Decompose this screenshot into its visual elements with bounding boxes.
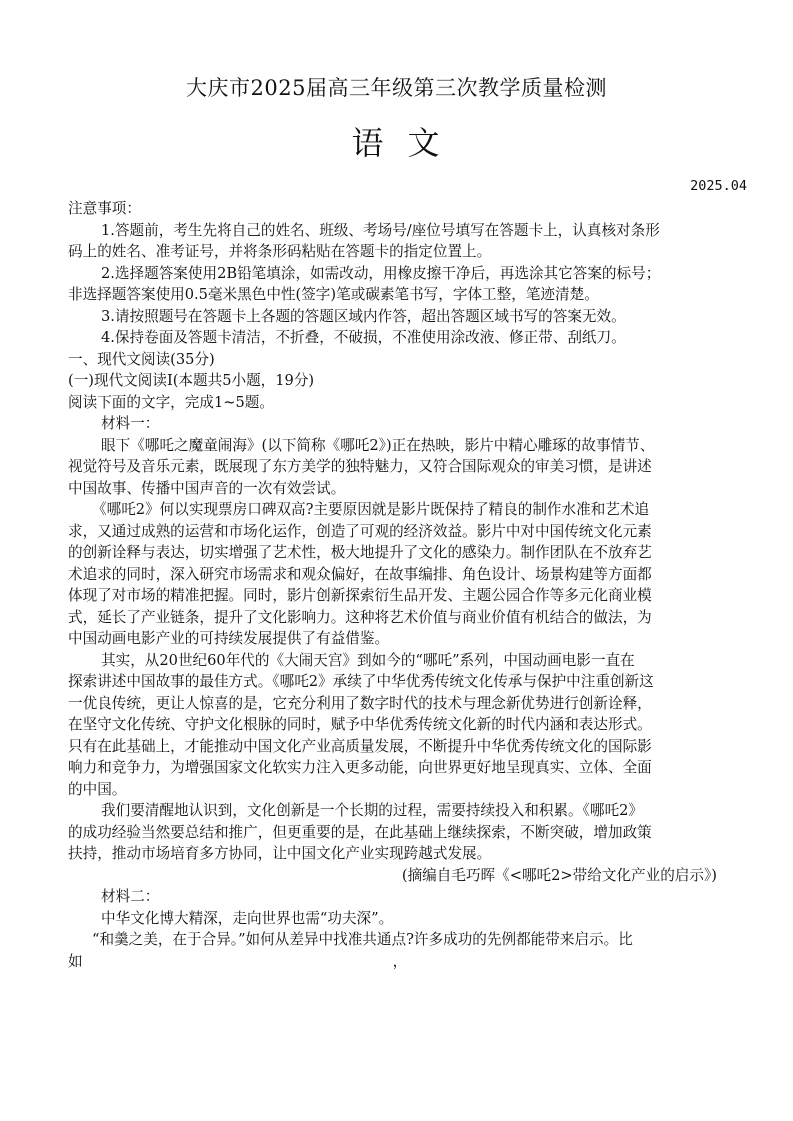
material-1-label: 材料一： — [101, 415, 160, 432]
material-1-p3-line: 探索讲述中国故事的最佳方式。《哪吒2》承续了中华优秀传统文化传承与保护中注重创新这 — [68, 673, 654, 690]
subject-char-1: 语 — [351, 124, 386, 162]
subject-char-2: 文 — [407, 124, 442, 162]
notice-item-1-line-1: 1.答题前，考生先将自己的姓名、班级、考场号/座位号填写在答题卡上，认真核对条形 — [101, 221, 660, 239]
section-heading: 一、现代文阅读(35分) — [68, 350, 215, 368]
material-1-p3-line: 响力和竞争力，为增强国家文化软实力注入更多动能，向世界更好地呈现真实、立体、全面 — [68, 759, 652, 776]
exam-content — [68, 198, 723, 972]
material-2-p2-line-2 — [68, 951, 723, 973]
notice-item-2-line-1: 2.选择题答案使用2B铅笔填涂，如需改动，用橡皮擦干净后，再选涂其它答案的标号； — [101, 264, 661, 282]
material-2-p1: 中华文化博大精深，走向世界也需“功夫深”。 — [101, 909, 394, 927]
material-2-label: 材料二： — [101, 888, 160, 905]
material-1-p2-line: 的创新诠释与表达，切实增强了艺术性，极大地提升了文化的感染力。制作团队在不放弃艺 — [68, 544, 652, 561]
material-1-p2-line: 体现了对市场的精准把握。同时，影片创新探索衍生品开发、主题公园合作等多元化商业模 — [68, 587, 652, 604]
subject-title — [0, 118, 793, 164]
material-2-p2-fragment: 如 — [68, 952, 83, 970]
material-1-p3-line: 一优良传统，更让人惊喜的是，它充分利用了数字时代的技术与理念新优势进行创新诠释， — [68, 694, 652, 712]
material-1-p2-line: 中国动画电影产业的可持续发展提供了有益借鉴。 — [68, 630, 390, 647]
notice-heading: 注意事项： — [68, 200, 141, 217]
notice-item-3: 3.请按照题号在答题卡上各题的答题区域内作答，超出答题区域书写的答案无效。 — [101, 307, 626, 325]
material-2-p2-comma: ， — [392, 952, 408, 970]
material-2-p2-line-1: “和羹之美，在于合异。”如何从差异中找准共通点?许多成功的先例都能带来启示。比 — [92, 931, 633, 948]
notice-item-2-line-2: 非选择题答案使用0.5毫米黑色中性(签字)笔或碳素笔书写，字体工整，笔迹清楚。 — [68, 286, 599, 303]
subsection-heading: (一)现代文阅读Ⅰ(本题共5小题，19分) — [68, 372, 315, 389]
notice-item-4: 4.保持卷面及答题卡清洁，不折叠，不破损，不准使用涂改液、修正带、刮纸刀。 — [101, 329, 626, 346]
reading-instruction: 阅读下面的文字，完成1~5题。 — [68, 393, 274, 411]
material-1-p1-line: 眼下《哪吒之魔童闹海》(以下简称《哪吒2》)正在热映，影片中精心雕琢的故事情节、 — [101, 436, 655, 454]
material-1-p3-line: 只有在此基础上，才能推动中国文化产业高质量发展，不断提升中华优秀传统文化的国际影 — [68, 737, 652, 755]
exam-title: 大庆市2025届高三年级第三次教学质量检测 — [186, 76, 607, 100]
material-1-p3-line: 的中国。 — [68, 780, 127, 798]
notice-item-1-line-2: 码上的姓名、准考证号，并将条形码粘贴在答题卡的指定位置上。 — [68, 243, 492, 260]
material-1-p4-line: 的成功经验当然要总结和推广，但更重要的是，在此基础上继续探索，不断突破，增加政策 — [68, 823, 652, 841]
exam-date: 2025.04 — [690, 178, 747, 194]
material-1-p3-line: 在坚守文化传统、守护文化根脉的同时，赋予中华优秀传统文化新的时代内涵和表达形式。 — [68, 716, 652, 733]
material-1-source: (摘编自毛巧晖《<哪吒2>带给文化产业的启示》) — [401, 866, 717, 884]
material-1-p2-line: 术追求的同时，深入研究市场需求和观众偏好，在故事编排、角色设计、场景构建等方面都 — [68, 565, 652, 583]
material-1-p2-line: 求，又通过成熟的运营和市场化运作，创造了可观的经济效益。影片中对中国传统文化元素 — [68, 522, 652, 540]
material-1-p2-line: 《哪吒2》何以实现票房口碑双高?主要原因就是影片既保持了精良的制作水准和艺术追 — [92, 501, 650, 518]
material-1-p4-line: 我们要清醒地认识到，文化创新是一个长期的过程，需要持续投入和积累。《哪吒2》 — [101, 802, 643, 819]
material-1-p4-line: 扶持，推动市场培育多方协同，让中国文化产业实现跨越式发展。 — [68, 845, 492, 862]
material-1-p1-line: 视觉符号及音乐元素，既展现了东方美学的独特魅力，又符合国际观众的审美习惯，是讲述 — [68, 458, 652, 475]
material-1-p2-line: 式，延长了产业链条，提升了文化影响力。这种将艺术价值与商业价值有机结合的做法，为 — [68, 608, 652, 626]
material-1-p1-line: 中国故事、传播中国声音的一次有效尝试。 — [68, 479, 346, 497]
material-1-p3-line: 其实，从20世纪60年代的《大闹天宫》到如今的“哪吒”系列，中国动画电影一直在 — [101, 651, 635, 669]
